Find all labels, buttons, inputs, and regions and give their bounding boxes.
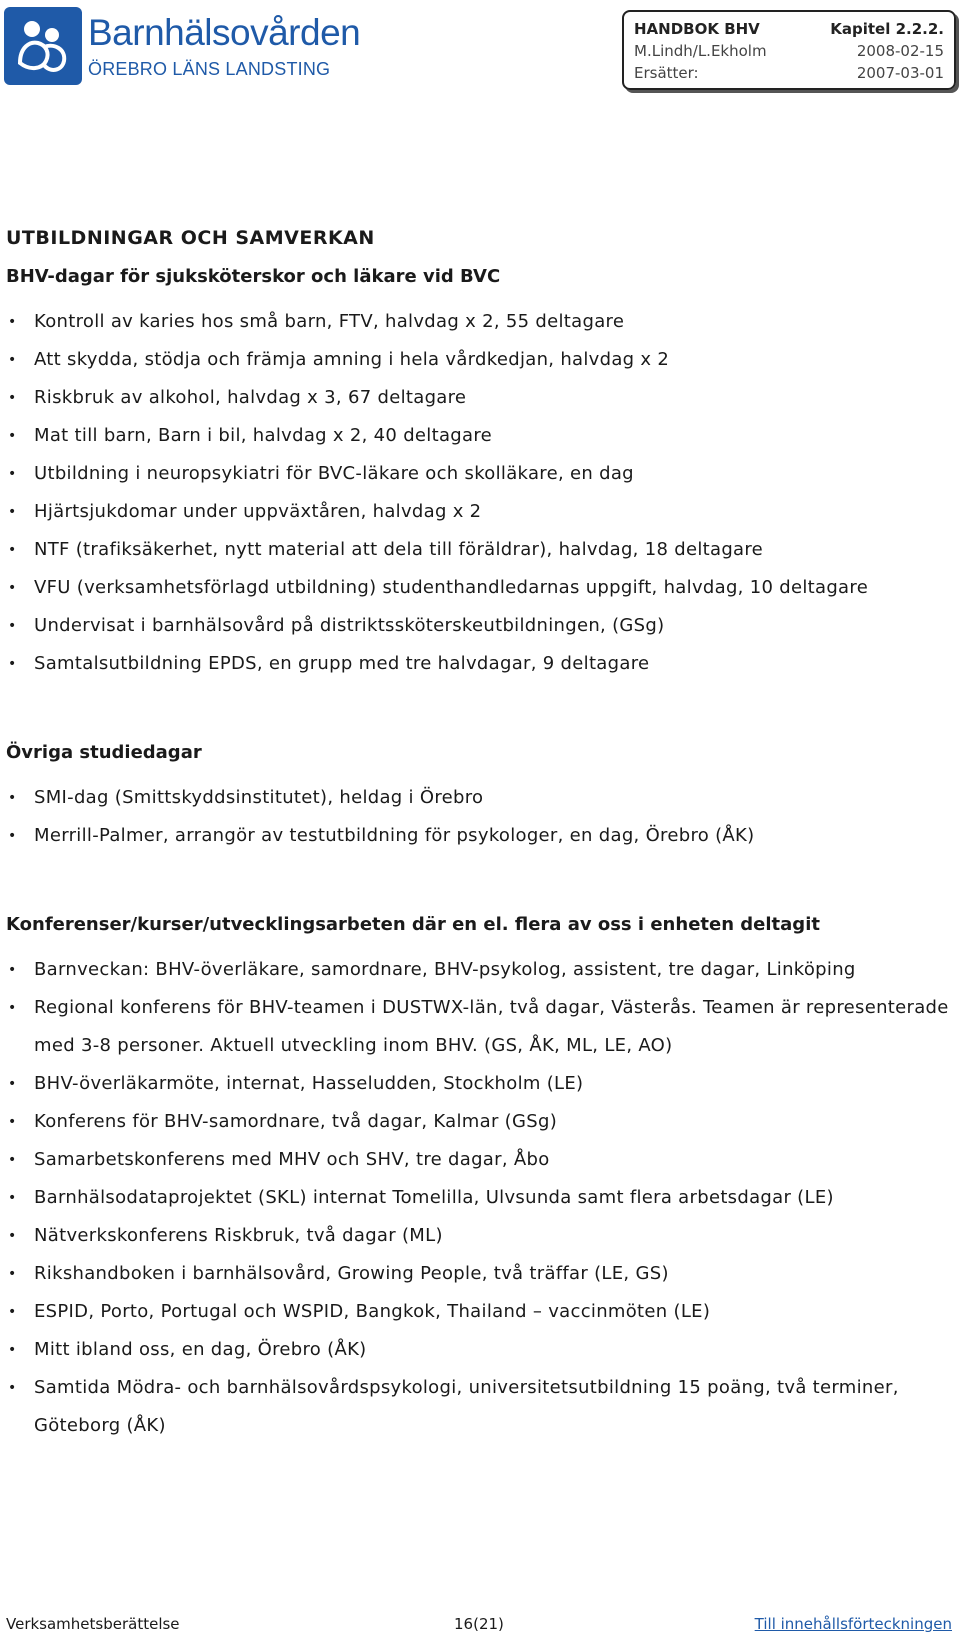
list-item: • Att skydda, stödja och främja amning i hela vårdkedjan, halvdag x 2: [6, 341, 956, 379]
bullet-list: [6, 951, 956, 1445]
section-heading: Konferenser/kurser/utvecklingsarbeten där en el. flera av oss i enheten deltagit: [6, 914, 820, 935]
list-item: • VFU (verksamhetsförlagd utbildning) studenthandledarnas uppgift, halvdag, 10 deltagare: [6, 569, 956, 607]
chapter-number: Kapitel 2.2.2.: [830, 20, 944, 38]
replaces-date: 2007-03-01: [856, 64, 944, 82]
list-item: • Barnveckan: BHV-överläkare, samordnare, BHV-psykolog, assistent, tre dagar, Linköping: [6, 951, 956, 989]
list-item: • Samtalsutbildning EPDS, en grupp med tre halvdagar, 9 deltagare: [6, 645, 956, 683]
list-item: • Nätverkskonferens Riskbruk, två dagar (ML): [6, 1217, 956, 1255]
logo: [4, 6, 360, 86]
table-of-contents-link[interactable]: Till innehållsförteckningen: [754, 1615, 952, 1633]
list-item: • Riskbruk av alkohol, halvdag x 3, 67 deltagare: [6, 379, 956, 417]
list-item: • Samtida Mödra- och barnhälsovårdspsykologi, universitetsutbildning 15 poäng, två terminer, Göteborg (ÅK): [6, 1369, 956, 1445]
bullet-list: [6, 303, 956, 683]
page-title: UTBILDNINGAR OCH SAMVERKAN: [6, 227, 375, 249]
list-item: • SMI-dag (Smittskyddsinstitutet), heldag i Örebro: [6, 779, 956, 817]
section-heading: Övriga studiedagar: [6, 742, 202, 763]
list-item: • Mitt ibland oss, en dag, Örebro (ÅK): [6, 1331, 956, 1369]
logo-subtitle: ÖREBRO LÄNS LANDSTING: [88, 59, 331, 79]
list-item: • NTF (trafiksäkerhet, nytt material att dela till föräldrar), halvdag, 18 deltagare: [6, 531, 956, 569]
list-item: • Kontroll av karies hos små barn, FTV, halvdag x 2, 55 deltagare: [6, 303, 956, 341]
bullet-list: [6, 779, 956, 855]
document-body: [6, 226, 956, 1445]
page-number: 16(21): [454, 1615, 504, 1633]
list-item: • Samarbetskonferens med MHV och SHV, tre dagar, Åbo: [6, 1141, 956, 1179]
list-item: • ESPID, Porto, Portugal och WSPID, Bangkok, Thailand – vaccinmöten (LE): [6, 1293, 956, 1331]
page-footer: [6, 1614, 952, 1636]
list-item: • Barnhälsodataprojektet (SKL) internat Tomelilla, Ulvsunda samt flera arbetsdagar (LE): [6, 1179, 956, 1217]
list-item: • Merrill-Palmer, arrangör av testutbildning för psykologer, en dag, Örebro (ÅK): [6, 817, 956, 855]
section-bhv-dagar: [6, 265, 956, 683]
logo-mark-icon: [4, 7, 82, 85]
list-item: • Regional konferens för BHV-teamen i DUSTWX-län, två dagar, Västerås. Teamen är representerade med 3-8 personer. Aktuell utveckling inom BHV. (GS, ÅK, ML, LE, AO): [6, 989, 956, 1065]
list-item: • Mat till barn, Barn i bil, halvdag x 2, 40 deltagare: [6, 417, 956, 455]
list-item: • Undervisat i barnhälsovård på distriktssköterskeutbildningen, (GSg): [6, 607, 956, 645]
document-name: HANDBOK BHV: [634, 20, 760, 38]
document-info-box: [622, 10, 956, 90]
list-item: • Hjärtsjukdomar under uppväxtåren, halvdag x 2: [6, 493, 956, 531]
authors: M.Lindh/L.Ekholm: [634, 42, 767, 60]
section-konferenser: [6, 913, 956, 1445]
document-date: 2008-02-15: [856, 42, 944, 60]
list-item: • Utbildning i neuropsykiatri för BVC-läkare och skolläkare, en dag: [6, 455, 956, 493]
replaces-label: Ersätter:: [634, 64, 699, 82]
footer-document-title: Verksamhetsberättelse: [6, 1615, 180, 1633]
section-heading: BHV-dagar för sjuksköterskor och läkare vid BVC: [6, 266, 501, 287]
section-ovriga-studiedagar: [6, 741, 956, 855]
list-item: • BHV-överläkarmöte, internat, Hasseludden, Stockholm (LE): [6, 1065, 956, 1103]
list-item: • Rikshandboken i barnhälsovård, Growing People, två träffar (LE, GS): [6, 1255, 956, 1293]
logo-name: Barnhälsovården: [88, 12, 361, 53]
list-item: • Konferens för BHV-samordnare, två dagar, Kalmar (GSg): [6, 1103, 956, 1141]
